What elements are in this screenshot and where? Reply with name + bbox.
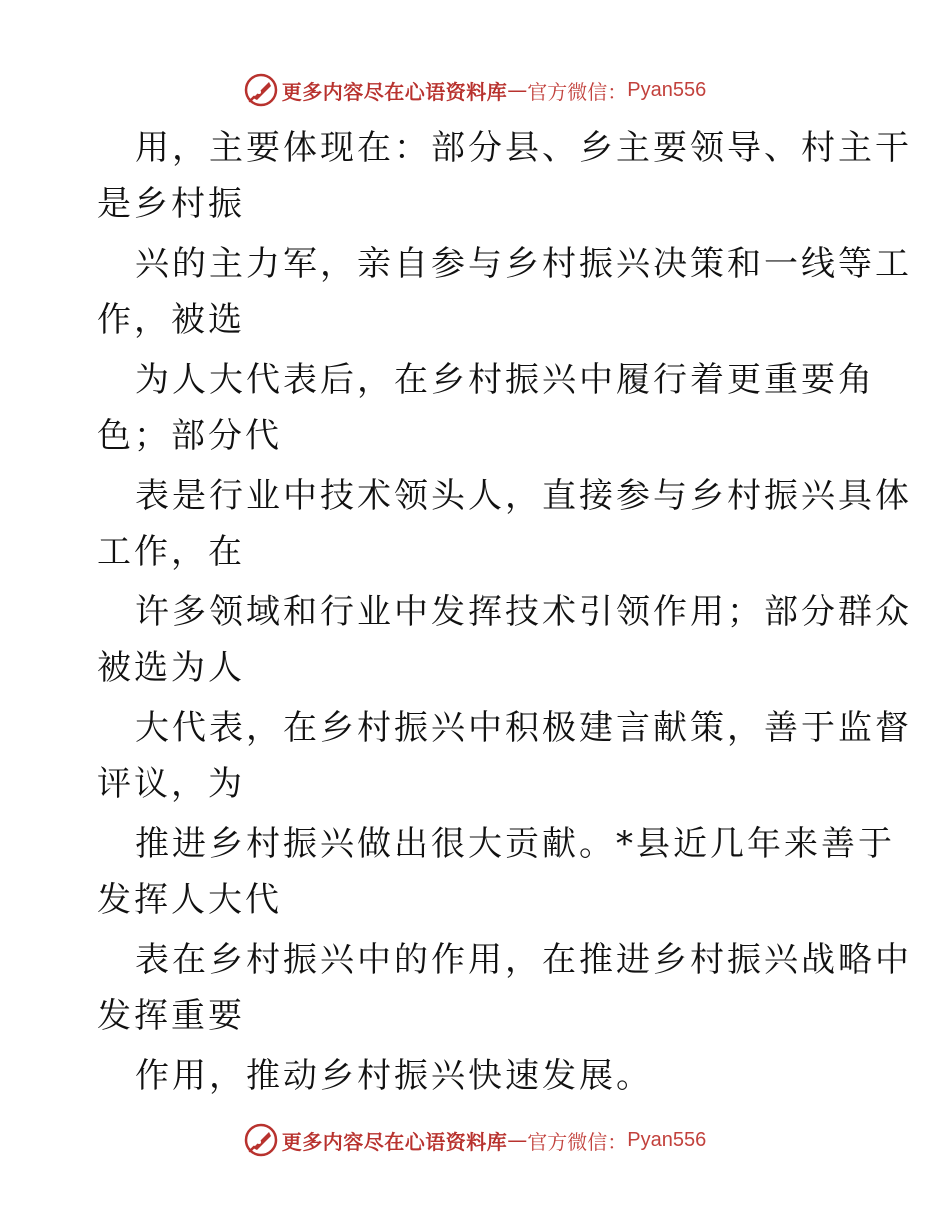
text-line: 用，主要体现在：部分县、乡主要领导、村主干 xyxy=(135,128,912,168)
banner-wechat-label: 官方微信： xyxy=(527,79,628,104)
text-line: 工作，在 xyxy=(97,532,245,572)
banner-wechat-label: 官方微信： xyxy=(527,1129,628,1154)
text-line: 被选为人 xyxy=(97,648,245,688)
text-line: 为人大代表后，在乡村振兴中履行着更重要角 xyxy=(135,360,875,400)
header-banner xyxy=(0,70,950,110)
banner-dash: — xyxy=(507,78,528,102)
text-line: 评议，为 xyxy=(97,764,245,804)
banner-dash: — xyxy=(507,1128,528,1152)
footer-banner xyxy=(0,1120,950,1160)
text-line: 推进乡村振兴做出很大贡献。*县近几年来善于 xyxy=(135,824,895,864)
banner-wechat-id: Pyan556 xyxy=(627,78,707,101)
text-line: 是乡村振 xyxy=(97,184,245,224)
quill-pen-logo-icon xyxy=(244,73,278,107)
text-line: 表是行业中技术领头人，直接参与乡村振兴具体 xyxy=(135,476,912,516)
text-line: 发挥重要 xyxy=(97,996,245,1036)
quill-pen-logo-icon xyxy=(244,1123,278,1157)
text-line: 兴的主力军，亲自参与乡村振兴决策和一线等工 xyxy=(135,244,912,284)
banner-site-text: 更多内容尽在心语资料库 xyxy=(281,1129,508,1154)
banner-site-text: 更多内容尽在心语资料库 xyxy=(281,79,508,104)
text-line: 色；部分代 xyxy=(97,416,282,456)
banner-wechat-id: Pyan556 xyxy=(627,1128,707,1151)
text-line: 发挥人大代 xyxy=(97,880,282,920)
text-line: 表在乡村振兴中的作用，在推进乡村振兴战略中 xyxy=(135,940,912,980)
text-line: 大代表，在乡村振兴中积极建言献策，善于监督 xyxy=(135,708,912,748)
text-line: 作用，推动乡村振兴快速发展。 xyxy=(135,1056,653,1096)
text-line: 作，被选 xyxy=(97,300,245,340)
text-line: 许多领域和行业中发挥技术引领作用；部分群众 xyxy=(135,592,912,632)
